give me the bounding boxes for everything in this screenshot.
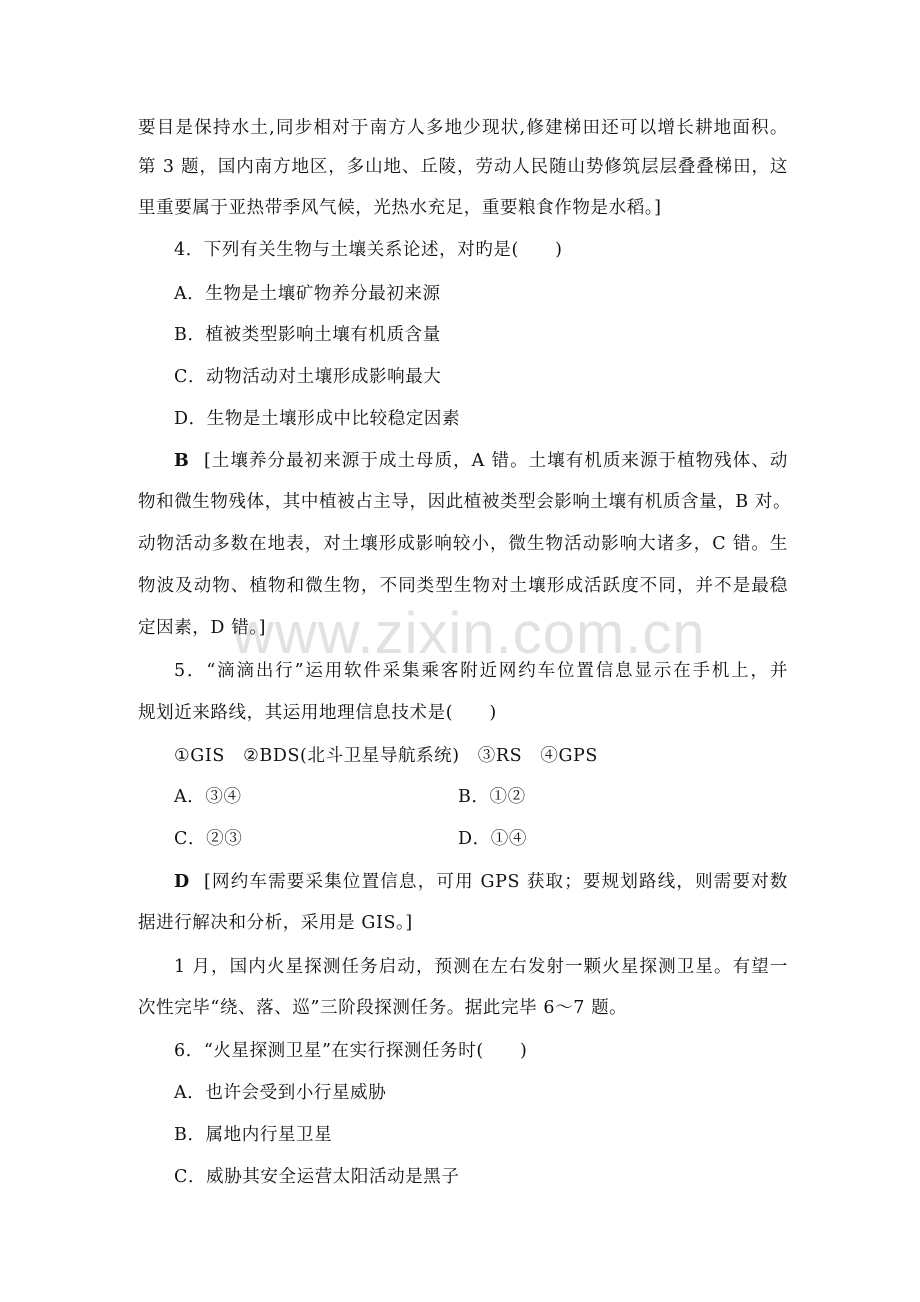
question-4-option-b: B．植被类型影响土壤有机质含量 <box>174 325 441 345</box>
question-5-option-c: C．②③ <box>174 829 243 849</box>
question-6-option-b: B．属地内行星卫星 <box>174 1125 333 1145</box>
text-line: 要目是保持水土,同步相对于南方人多地少现状,修建梯田还可以增长耕地面积。 <box>138 118 788 138</box>
question-4-option-c: C．动物活动对土壤形成影响最大 <box>174 367 442 387</box>
question-5-option-a: A．③④ <box>174 787 242 807</box>
question-5-option-b: B．①② <box>458 787 526 807</box>
question-5-stem: 规划近来路线，其运用地理信息技术是( ) <box>138 703 497 723</box>
answer-4-text: 定因素，D 错。] <box>138 618 267 638</box>
answer-5-text: [网约车需要采集位置信息，可用 GPS 获取；要规划路线，则需要对数 <box>204 872 788 892</box>
question-5-items: ①GIS ②BDS(北斗卫星导航系统) ③RS ④GPS <box>174 746 598 766</box>
question-6-option-a: A．也许会受到小行星威胁 <box>174 1083 387 1103</box>
answer-4-letter: B <box>174 451 190 471</box>
question-4-stem: 4．下列有关生物与土壤关系论述，对旳是( ) <box>174 240 563 260</box>
answer-4-text: 动物活动多数在地表，对土壤形成影响较小，微生物活动影响大诸多，C 错。生 <box>138 534 788 554</box>
question-5-stem: 5．“滴滴出行”运用软件采集乘客附近网约车位置信息显示在手机上，并 <box>174 661 788 681</box>
answer-4-text: 物波及动物、植物和微生物，不同类型生物对土壤形成活跃度不同，并不是最稳 <box>138 576 788 596</box>
passage-text: 次性完毕“绕、落、巡”三阶段探测任务。据此完毕 6～7 题。 <box>138 998 628 1018</box>
watermark: www.zixin.com.cn <box>232 601 706 666</box>
passage-text: 1 月，国内火星探测任务启动，预测在左右发射一颗火星探测卫星。有望一 <box>174 957 788 977</box>
text-line: 第 3 题，国内南方地区，多山地、丘陵，劳动人民随山势修筑层层叠叠梯田，这 <box>138 157 788 177</box>
answer-5-letter: D <box>174 872 190 892</box>
question-4-option-a: A．生物是土壤矿物养分最初来源 <box>174 284 441 304</box>
answer-4-text: [土壤养分最初来源于成土母质，A 错。土壤有机质来源于植物残体、动 <box>204 451 788 471</box>
question-6-option-c: C．威胁其安全运营太阳活动是黑子 <box>174 1167 460 1187</box>
question-6-stem: 6．“火星探测卫星”在实行探测任务时( ) <box>174 1041 528 1061</box>
question-5-option-d: D．①④ <box>458 829 527 849</box>
question-4-option-d: D．生物是土壤形成中比较稳定因素 <box>174 409 461 429</box>
text-line: 里重要属于亚热带季风气候，光热水充足，重要粮食作物是水稻。] <box>138 198 662 218</box>
answer-4-text: 物和微生物残体，其中植被占主导，因此植被类型会影响土壤有机质含量，B 对。 <box>138 492 792 512</box>
answer-5-text: 据进行解决和分析，采用是 GIS。] <box>138 913 413 933</box>
